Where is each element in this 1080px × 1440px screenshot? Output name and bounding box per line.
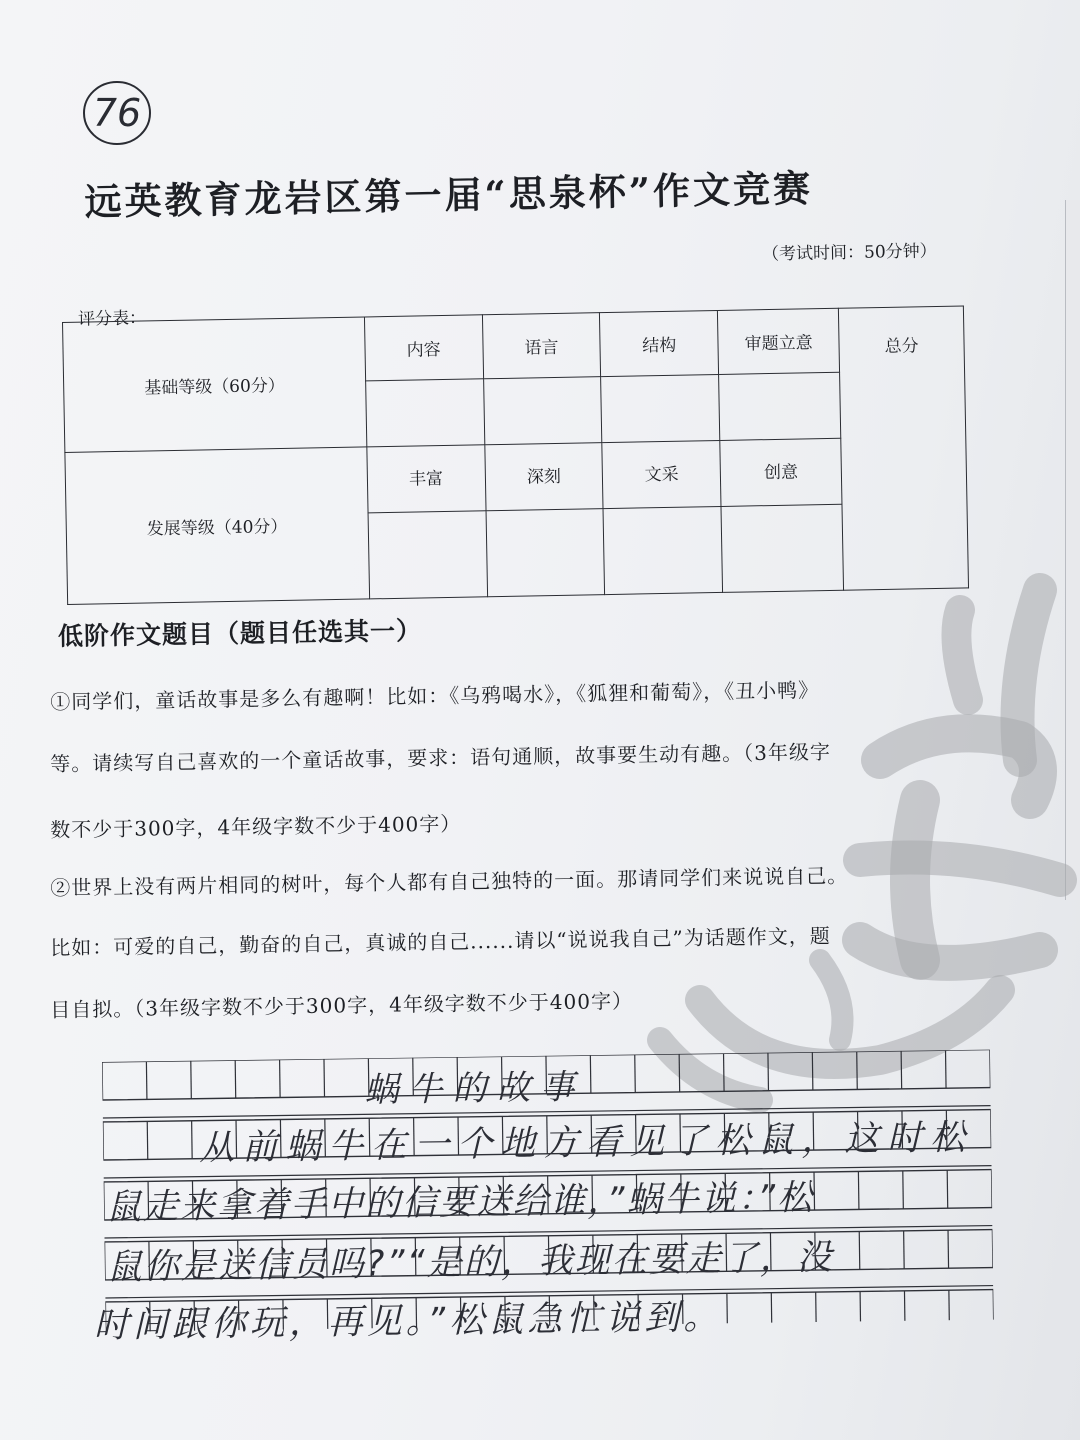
grid-cell-divider: [904, 1231, 905, 1269]
grid-cell-divider: [858, 1171, 859, 1209]
grid-cell-divider: [192, 1121, 193, 1159]
grid-cell-divider: [679, 1054, 680, 1092]
exam-time: （考试时间：50分钟）: [761, 241, 937, 265]
essay-line-2: 鼠走来拿着手中的信要送给谁，”蜗牛说：”松: [105, 1178, 815, 1228]
score-cell-depth[interactable]: [486, 509, 605, 597]
grid-cell-divider: [901, 1051, 902, 1089]
prompt-line-2: 等。请续写自己喜欢的一个童话故事，要求：语句通顺，故事要生动有趣。（3年级字: [50, 739, 832, 776]
score-table: [62, 305, 969, 604]
grid-cell-divider: [146, 1061, 147, 1099]
serial-number-stamp: [80, 78, 154, 148]
serial-number: 76: [92, 91, 142, 135]
section-heading: 低阶作文题目（题目任选其一）: [57, 616, 423, 651]
score-cell-structure[interactable]: [601, 374, 720, 442]
grid-cell-divider: [324, 1059, 325, 1097]
score-table-wrapper: [62, 305, 969, 603]
grid-cell-divider: [280, 1060, 281, 1098]
score-cell-content[interactable]: [365, 379, 484, 447]
prompt-line-5: 比如：可爱的自己，勤奋的自己，真诚的自己......请以“说说我自己”为话题作文，题: [50, 923, 831, 960]
paper-edge: [1065, 200, 1080, 900]
development-level-label: 发展等级（40分）: [65, 447, 369, 605]
total-score-header: 总分: [838, 306, 968, 590]
basic-level-label: 基础等级（60分）: [63, 317, 367, 453]
grid-cell-divider: [857, 1051, 858, 1089]
grid-cell-divider: [946, 1050, 947, 1088]
grid-cell-divider: [635, 1055, 636, 1093]
grid-cell-divider: [947, 1170, 948, 1208]
header-content: 内容: [364, 315, 483, 381]
grid-cell-divider: [191, 1061, 192, 1099]
prompt-line-1: ①同学们，童话故事是多么有趣啊！比如：《乌鸦喝水》，《狐狸和葡萄》，《丑小鸭》: [50, 677, 820, 714]
grid-cell-divider: [235, 1060, 236, 1098]
header-richness: 丰富: [366, 445, 485, 513]
grid-cell-divider: [590, 1055, 591, 1093]
score-cell-richness[interactable]: [368, 511, 487, 599]
prompt-line-4: ②世界上没有两片相同的树叶，每个人都有自己独特的一面。那请同学们来说说自己。: [50, 863, 849, 900]
grid-cell-divider: [147, 1121, 148, 1159]
essay-writing-grid[interactable]: [93, 1050, 994, 1347]
grid-cell-divider: [948, 1230, 949, 1268]
header-structure: 结构: [600, 310, 719, 376]
prompt-line-3: 数不少于300字，4年级字数不少于400字）: [50, 811, 462, 842]
page-title: 远英教育龙岩区第一届“思泉杯”作文竞赛: [84, 166, 814, 224]
essay-line-4: 时间跟你玩，再见。”松鼠急忙说到。: [93, 1297, 723, 1347]
essay-line-1: 从前蜗牛在一个地方看见了松鼠，这时松: [198, 1117, 974, 1169]
grid-cell-divider: [812, 1052, 813, 1090]
score-table-label: 评分表：: [77, 308, 147, 330]
header-creativity: 创意: [720, 438, 842, 506]
score-cell-theme[interactable]: [719, 372, 841, 440]
prompt-line-6: 目自拟。（3年级字数不少于300字，4年级字数不少于400字）: [50, 988, 634, 1022]
header-language: 语言: [482, 313, 601, 379]
grid-cell-divider: [859, 1231, 860, 1269]
header-style: 文采: [602, 440, 721, 508]
grid-cell-divider: [768, 1053, 769, 1091]
grid-cell-divider: [903, 1171, 904, 1209]
header-theme: 审题立意: [718, 308, 840, 374]
essay-line-3: 鼠你是送信员吗?”“是的，我现在要走了，没: [106, 1237, 834, 1288]
grid-cell-divider: [724, 1053, 725, 1091]
score-cell-language[interactable]: [483, 377, 602, 445]
score-cell-creativity[interactable]: [721, 504, 843, 592]
essay-title: 蜗牛的故事: [364, 1067, 585, 1111]
score-cell-style[interactable]: [603, 506, 722, 594]
header-depth: 深刻: [484, 443, 603, 511]
